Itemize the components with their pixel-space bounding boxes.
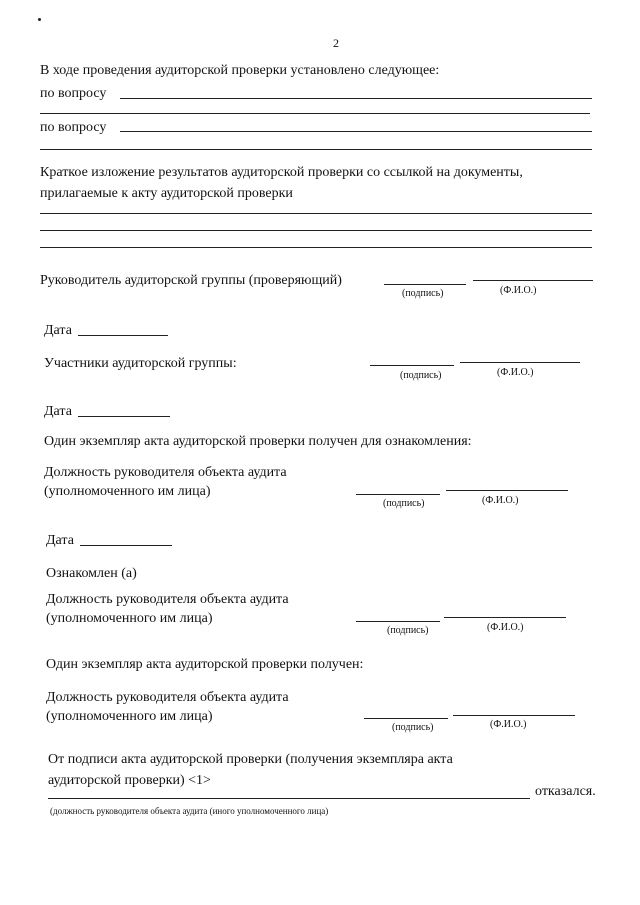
question-2-line [120, 131, 592, 132]
acquainted-label: Ознакомлен (а) [46, 566, 137, 581]
question-1-line [120, 98, 592, 99]
signature-line [364, 718, 448, 719]
summary-text-line2: прилагаемые к акту аудиторской проверки [40, 186, 293, 201]
date-label: Дата [44, 404, 72, 419]
scan-dot [38, 18, 41, 21]
position-label-line2: (уполномоченного им лица) [46, 709, 213, 724]
participants-label: Участники аудиторской группы: [44, 356, 237, 371]
name-line [473, 280, 593, 281]
blank-line [40, 213, 592, 214]
name-caption: (Ф.И.О.) [497, 367, 534, 378]
refusal-position-line [48, 798, 530, 799]
group-head-label: Руководитель аудиторской группы (проверяющий) [40, 273, 342, 288]
name-caption: (Ф.И.О.) [490, 719, 527, 730]
date-label: Дата [46, 533, 74, 548]
summary-text-line1: Краткое изложение результатов аудиторской проверки со ссылкой на документы, [40, 165, 523, 180]
position-label-line1: Должность руководителя объекта аудита [44, 465, 287, 480]
signature-line [384, 284, 466, 285]
signature-caption: (подпись) [402, 288, 444, 299]
refused-text: отказался. [535, 784, 596, 799]
refusal-text-line2: аудиторской проверки) <1> [48, 773, 211, 788]
name-caption: (Ф.И.О.) [500, 285, 537, 296]
date-line [78, 416, 170, 417]
question-label-2: по вопросу [40, 120, 107, 135]
refusal-text-line1: От подписи акта аудиторской проверки (получения экземпляра акта [48, 752, 453, 767]
signature-caption: (подпись) [392, 722, 434, 733]
signature-line [356, 621, 440, 622]
signature-line [356, 494, 440, 495]
signature-caption: (подпись) [383, 498, 425, 509]
blank-line [40, 247, 592, 248]
position-label-line1: Должность руководителя объекта аудита [46, 690, 289, 705]
date-line [80, 545, 172, 546]
position-label-line1: Должность руководителя объекта аудита [46, 592, 289, 607]
name-line [453, 715, 575, 716]
question-label-1: по вопросу [40, 86, 107, 101]
signature-line [370, 365, 454, 366]
copy-received-review-text: Один экземпляр акта аудиторской проверки получен для ознакомления: [44, 434, 472, 449]
position-label-line2: (уполномоченного им лица) [44, 484, 211, 499]
position-label-line2: (уполномоченного им лица) [46, 611, 213, 626]
blank-line [40, 149, 592, 150]
date-label: Дата [44, 323, 72, 338]
name-line [460, 362, 580, 363]
copy-received-text: Один экземпляр акта аудиторской проверки получен: [46, 657, 364, 672]
name-caption: (Ф.И.О.) [482, 495, 519, 506]
page-number: 2 [333, 36, 339, 50]
name-caption: (Ф.И.О.) [487, 622, 524, 633]
blank-line [40, 113, 590, 114]
refusal-position-caption: (должность руководителя объекта аудита (иного уполномоченного лица) [50, 806, 329, 816]
signature-caption: (подпись) [387, 625, 429, 636]
date-line [78, 335, 168, 336]
name-line [446, 490, 568, 491]
signature-caption: (подпись) [400, 370, 442, 381]
blank-line [40, 230, 592, 231]
intro-text: В ходе проведения аудиторской проверки установлено следующее: [40, 63, 440, 78]
name-line [444, 617, 566, 618]
